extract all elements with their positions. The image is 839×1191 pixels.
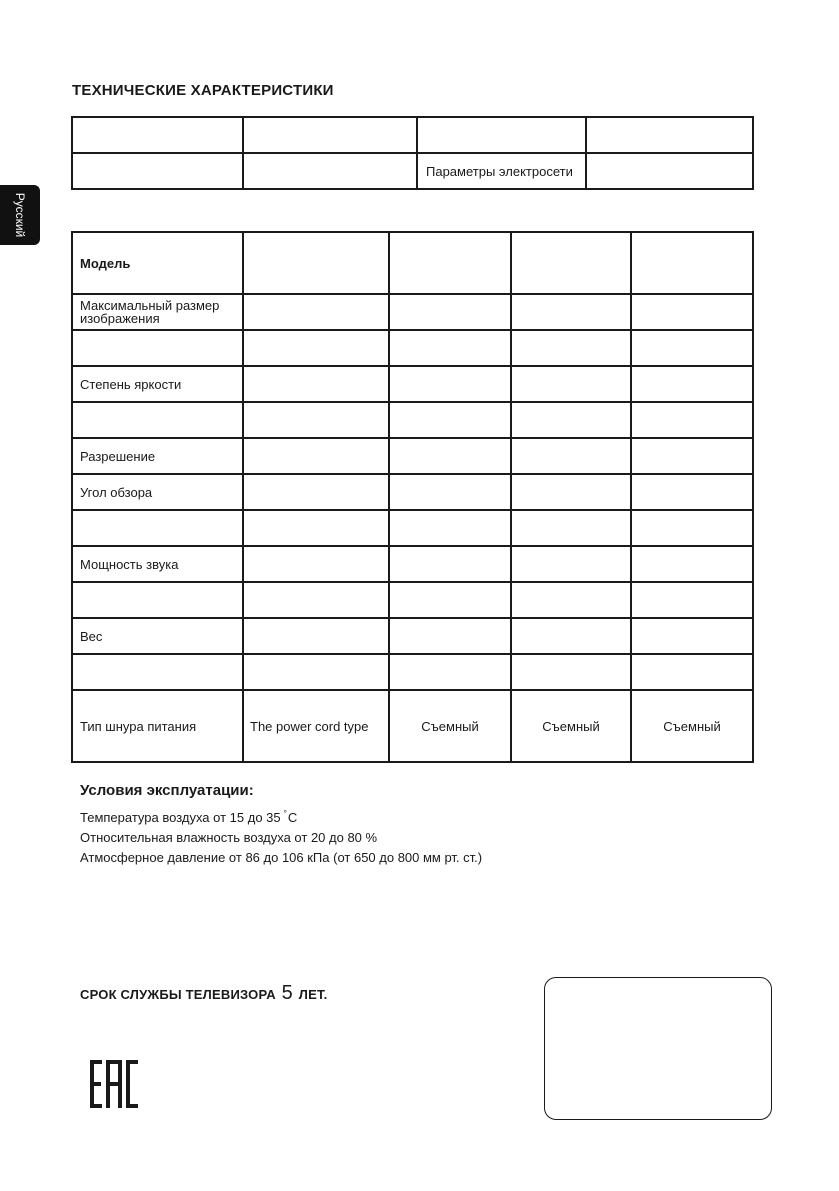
- table-cell: [631, 294, 753, 330]
- table-row: [72, 153, 753, 189]
- table-cell: [511, 402, 631, 438]
- table-cell: [631, 330, 753, 366]
- row-label: [72, 330, 243, 366]
- language-tab: [0, 185, 40, 245]
- table-cell: [389, 294, 511, 330]
- service-life-suffix: ЛЕТ.: [298, 987, 328, 1002]
- table-row: [72, 654, 753, 690]
- service-life-prefix: СРОК СЛУЖБЫ ТЕЛЕВИЗОРА: [80, 987, 276, 1002]
- operating-conditions: [80, 782, 780, 870]
- table-cell: [631, 474, 753, 510]
- table-row: [72, 582, 753, 618]
- table-cell: [243, 117, 417, 153]
- table-cell: [243, 510, 389, 546]
- table-cell: [511, 510, 631, 546]
- table-cell: Съемный: [389, 690, 511, 762]
- row-label: Разрешение: [72, 438, 243, 474]
- table-cell: [243, 153, 417, 189]
- table-cell: [243, 232, 389, 294]
- table-row: [72, 117, 753, 153]
- row-label: Степень яркости: [72, 366, 243, 402]
- specifications-table: [71, 231, 754, 763]
- table-cell: Съемный: [631, 690, 753, 762]
- row-label: [72, 654, 243, 690]
- table-cell: [243, 438, 389, 474]
- row-label: [72, 402, 243, 438]
- table-cell: [72, 117, 243, 153]
- humidity-line: Относительная влажность воздуха от 20 до 80 %: [80, 830, 378, 845]
- table-cell: [243, 294, 389, 330]
- table-cell: [389, 546, 511, 582]
- degree-symbol: °: [283, 809, 287, 818]
- table-cell: [586, 153, 753, 189]
- table-cell: [631, 654, 753, 690]
- table-cell: [243, 366, 389, 402]
- table-cell: [631, 510, 753, 546]
- table-row: [72, 474, 753, 510]
- table-row: [72, 402, 753, 438]
- table-cell: [631, 402, 753, 438]
- power-parameters-table: [71, 116, 754, 190]
- table-cell: [511, 618, 631, 654]
- table-cell: [511, 232, 631, 294]
- table-cell: [243, 582, 389, 618]
- table-cell: [389, 618, 511, 654]
- table-row: [72, 546, 753, 582]
- row-label: Тип шнура питания: [72, 690, 243, 762]
- pressure-line: Атмосферное давление от 86 до 106 кПа (от 650 до 800 мм рт. ст.): [80, 850, 483, 865]
- table-cell: [511, 654, 631, 690]
- table-cell: [389, 232, 511, 294]
- table-cell: [586, 117, 753, 153]
- table-cell: [389, 402, 511, 438]
- table-cell: [243, 474, 389, 510]
- table-cell: [389, 330, 511, 366]
- table-cell: [243, 618, 389, 654]
- eac-certification-icon: [90, 1060, 138, 1108]
- table-row: [72, 510, 753, 546]
- table-row: [72, 438, 753, 474]
- table-row: [72, 294, 753, 330]
- table-cell: [631, 366, 753, 402]
- table-cell: [511, 546, 631, 582]
- table-cell: [631, 546, 753, 582]
- temperature-line: [80, 806, 780, 826]
- temperature-unit: C: [287, 810, 298, 825]
- table-cell: [243, 402, 389, 438]
- table-cell: [631, 618, 753, 654]
- table-cell: [511, 330, 631, 366]
- table-cell: The power cord type: [243, 690, 389, 762]
- table-cell: [243, 654, 389, 690]
- row-label: Максимальный размер изображения: [72, 294, 243, 330]
- row-label: [72, 510, 243, 546]
- table-cell: [72, 153, 243, 189]
- service-life: [80, 982, 327, 1005]
- table-cell: [631, 232, 753, 294]
- table-cell: [511, 582, 631, 618]
- table-cell: [511, 474, 631, 510]
- stamp-box: [544, 977, 772, 1120]
- table-row: [72, 366, 753, 402]
- table-cell: [389, 582, 511, 618]
- table-cell: [511, 438, 631, 474]
- table-cell: [511, 294, 631, 330]
- table-cell: [243, 330, 389, 366]
- operating-conditions-heading: Условия эксплуатации:: [80, 782, 254, 799]
- service-life-years: 5: [281, 982, 293, 1004]
- language-tab-label: Русский: [13, 192, 27, 238]
- row-label: Угол обзора: [72, 474, 243, 510]
- table-cell: Съемный: [511, 690, 631, 762]
- table-cell: [389, 510, 511, 546]
- table-row: [72, 330, 753, 366]
- row-label: [72, 582, 243, 618]
- table-cell: [389, 654, 511, 690]
- row-label: Вес: [72, 618, 243, 654]
- table-cell: [631, 582, 753, 618]
- table-cell: [631, 438, 753, 474]
- table-cell: [417, 117, 586, 153]
- power-parameters-label: Параметры электросети: [417, 153, 586, 189]
- row-label: Модель: [72, 232, 243, 294]
- table-row: [72, 618, 753, 654]
- table-cell: [243, 546, 389, 582]
- table-row: [72, 232, 753, 294]
- row-label: Мощность звука: [72, 546, 243, 582]
- temperature-text: Температура воздуха от 15 до 35: [80, 810, 281, 825]
- table-cell: [389, 366, 511, 402]
- table-cell: [511, 366, 631, 402]
- table-cell: [389, 474, 511, 510]
- page-title: ТЕХНИЧЕСКИЕ ХАРАКТЕРИСТИКИ: [72, 82, 334, 99]
- table-cell: [389, 438, 511, 474]
- table-row: [72, 690, 753, 762]
